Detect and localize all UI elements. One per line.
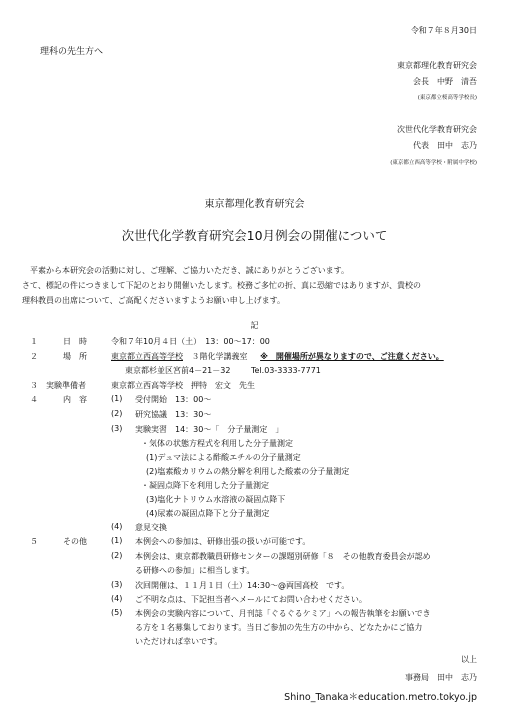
other-item-5-line-3: いただければ幸いです。 [135,637,223,646]
other-item-5-line-1: 本例会の実験内容について、月刊誌「ぐるぐるケミア」への報告執筆をお願いでき [135,609,431,618]
section-4-label: 内 容 [63,395,87,404]
sender-1-org: 東京都理化教育研究会 [397,61,477,70]
sender-2-role: 代表 田中 志乃 [413,141,477,150]
other-item-5-num: (5) [111,608,123,617]
contact-email: Shino_Tanaka＊education.metro.tokyo.jp [284,692,477,703]
section-3-label: 実験準備者 [46,381,86,390]
sender-2-affiliation: (東京都立西高等学校・附属中学校) [390,160,477,166]
content-item-4: 意見交換 [135,523,167,532]
other-item-3: 次回開催は、１１月１日（土）14:30～@両国高校 です。 [135,581,350,590]
section-4-number: ４ [30,395,38,404]
content-item-1-num: (1) [111,394,123,403]
experiment-4: (4)尿素の凝固点降下と分子量測定 [146,509,270,518]
other-item-2-line-2: る研修への参加」に相当します。 [135,566,255,575]
other-item-1: 本例会への参加は、研修出張の扱いが可能です。 [135,537,311,546]
experiment-3: (3)塩化ナトリウム水溶液の凝固点降下 [146,495,286,504]
content-item-3: 実験実習 14：30～「 分子量測定 」 [135,425,284,434]
ki-heading: 記 [250,321,259,330]
sender-2-org: 次世代化学教育研究会 [397,125,477,134]
sender-1-role: 会長 中野 清吾 [413,77,477,86]
section-2-place-line [111,351,444,362]
section-2-label: 場 所 [63,352,87,361]
other-item-1-num: (1) [111,536,123,545]
main-title: 次世代化学教育研究会10月例会の開催について [121,228,388,243]
addressee: 理科の先生方へ [40,47,104,57]
other-item-3-num: (3) [111,580,123,589]
section-3-number: ３ [30,381,38,390]
section-5-number: ５ [30,537,38,546]
section-1-label: 日 時 [63,337,87,346]
content-item-3-num: (3) [111,424,123,433]
closing-ijo: 以上 [461,655,477,664]
section-1-number: １ [30,337,38,346]
other-item-2-num: (2) [111,551,123,560]
other-item-4-num: (4) [111,594,123,603]
section-2-address-line [125,365,321,376]
experiment-group-1: ・気体の状態方程式を利用した分子量測定 [141,439,293,448]
content-item-2-num: (2) [111,409,123,418]
section-2-tel: Tel.03-3333-7771 [251,366,321,375]
experiment-2: (2)塩素酸カリウムの熱分解を利用した酸素の分子量測定 [146,467,350,476]
section-2-note: ※ 開催場所が異なりますので、ご注意ください。 [260,352,444,361]
section-5-label: その他 [63,537,87,546]
contact-name: 事務局 田中 志乃 [405,673,477,682]
other-item-5-line-2: る方を１名募集しております。当日ご参加の先生方の中から、どなたかにご協力 [135,623,423,632]
experiment-group-2: ・凝固点降下を利用した分子量測定 [141,481,269,490]
sender-1-affiliation: (東京都立桜高等学校長) [417,95,477,101]
other-item-4: ご不明な点は、下記担当者へメールにてお問い合わせください。 [135,595,367,604]
section-2-address: 東京都杉並区宮前4－21－32 [125,366,231,375]
intro-line-3: 理科教員の出席について、ご高配くださいますようお願い申し上げます。 [22,296,286,305]
section-2-place: 東京都立西高等学校 [111,352,183,361]
section-2-room: ３階化学講義室 [191,352,248,361]
section-1-text: 令和７年10月４日（土） 13：00～17：00 [111,337,270,346]
intro-line-2: さて、標記の件につきまして下記のとおり開催いたします。校務ご多忙の折、真に恐縮ではありますが、貴校の [22,281,422,290]
document-date: 令和７年８月30日 [410,26,477,35]
organization-title: 東京都理化教育研究会 [204,199,305,210]
experiment-1: (1)デュマ法による酢酸エチルの分子量測定 [146,453,301,462]
section-2-number: ２ [30,352,38,361]
content-item-2: 研究協議 13：30～ [135,410,212,419]
intro-line-1: 平素から本研究会の活動に対し、ご理解、ご協力いただき、誠にありがとうございます。 [30,266,350,275]
content-item-1: 受付開始 13：00～ [135,395,212,404]
other-item-2-line-1: 本例会は、東京都教職員研修センターの課題別研修「８ その他教育委員会が認め [135,552,431,561]
section-3-text: 東京都立西高等学校 押特 宏文 先生 [111,381,255,390]
content-item-4-num: (4) [111,522,123,531]
